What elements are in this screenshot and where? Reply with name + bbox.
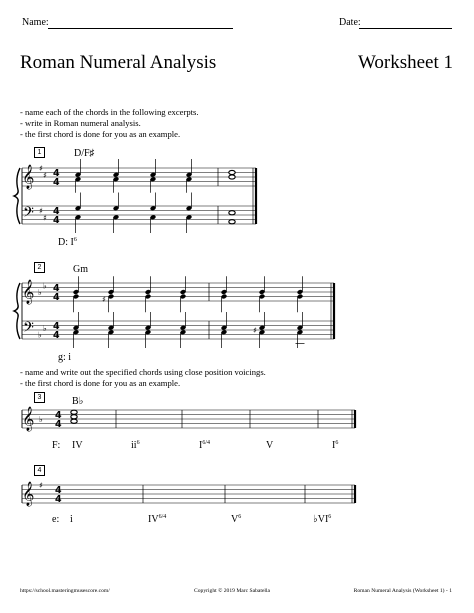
whole-note (229, 170, 235, 174)
instruction-line: - name each of the chords in the following excerpts. (20, 107, 199, 117)
whole-note (229, 211, 235, 215)
key-label: e: (52, 514, 60, 525)
instruction-line: - the first chord is done for you as an example. (20, 129, 181, 139)
exercise-number: 3 (34, 392, 45, 403)
flat-icon: ♭ (39, 415, 43, 424)
instruction-line: - write in Roman numeral analysis. (20, 118, 141, 128)
brace (14, 283, 20, 339)
time-signature-denominator: 4 (53, 177, 60, 189)
sharp-icon: ♯ (43, 170, 47, 180)
whole-note (71, 415, 77, 419)
sharp-icon: ♯ (253, 326, 257, 335)
whole-note (229, 175, 235, 179)
roman-numeral: g: i (58, 352, 72, 363)
roman-numeral: V (266, 440, 274, 451)
time-signature-numerator: 4 (53, 321, 60, 333)
flat-icon: ♭ (43, 281, 47, 291)
brace (14, 168, 20, 224)
bass-clef-icon: 𝄢 (23, 204, 34, 225)
time-signature-denominator: 4 (53, 292, 60, 304)
roman-numeral: $I^6$ (332, 440, 339, 451)
whole-note (71, 410, 77, 414)
time-signature-denominator: 4 (55, 419, 62, 431)
time-signature-denominator: 4 (53, 330, 60, 342)
treble-clef-icon: 𝄞 (22, 481, 35, 506)
sharp-icon: ♯ (102, 294, 106, 304)
worksheet-number: Worksheet 1 (357, 52, 453, 73)
treble-clef-icon: 𝄞 (22, 279, 35, 304)
time-signature-numerator: 4 (55, 410, 62, 422)
treble-clef-icon: 𝄞 (22, 164, 35, 189)
treble-clef-icon: 𝄞 (22, 406, 35, 431)
roman-numeral: D: $I^6$ (58, 237, 77, 248)
chord-symbol: B♭ (72, 396, 84, 407)
flat-icon: ♭ (38, 330, 42, 340)
roman-numeral: $♭VI^6$ (313, 514, 332, 525)
time-signature-numerator: 4 (53, 283, 60, 295)
instruction-line: - the first chord is done for you as an example. (20, 378, 181, 388)
flat-icon: ♭ (43, 323, 47, 333)
exercise-number: 1 (34, 147, 45, 158)
time-signature-numerator: 4 (53, 168, 60, 180)
name-label: Name: (22, 17, 49, 28)
flat-icon: ♭ (38, 288, 42, 297)
sharp-icon: ♯ (39, 164, 43, 173)
footer-copyright: Copyright © 2019 Marc Sabatella (194, 588, 271, 594)
sharp-icon: ♯ (39, 481, 43, 490)
chord-symbol: Gm (73, 264, 88, 275)
instruction-line: - name and write out the specified chords using close position voicings. (20, 367, 266, 377)
time-signature-numerator: 4 (53, 206, 60, 218)
roman-numeral: $V^6$ (231, 514, 242, 525)
chord-symbol: D/F♯ (74, 148, 95, 159)
exercise-number: 4 (34, 465, 45, 476)
roman-numeral: i (70, 514, 73, 525)
time-signature-denominator: 4 (55, 494, 62, 506)
sharp-icon: ♯ (43, 213, 47, 223)
date-label: Date: (339, 17, 361, 28)
whole-note (229, 220, 235, 224)
sharp-icon: ♯ (39, 206, 43, 216)
key-label: F: (52, 440, 61, 451)
footer-page-info: Roman Numeral Analysis (Worksheet 1) - 1 (353, 588, 452, 594)
roman-numeral: $IV^{6/4}$ (148, 514, 167, 525)
time-signature-numerator: 4 (55, 485, 62, 497)
page-title: Roman Numeral Analysis (20, 52, 217, 73)
roman-numeral: IV (72, 440, 83, 451)
exercise-number: 2 (34, 262, 45, 273)
bass-clef-icon: 𝄢 (23, 319, 34, 340)
footer-url[interactable]: https://school.masteringmusescore.com/ (20, 588, 110, 594)
roman-numeral: $ii^6$ (131, 440, 140, 451)
time-signature-denominator: 4 (53, 215, 60, 227)
roman-numeral: $I^{6/4}$ (199, 440, 211, 451)
whole-note (71, 419, 77, 423)
